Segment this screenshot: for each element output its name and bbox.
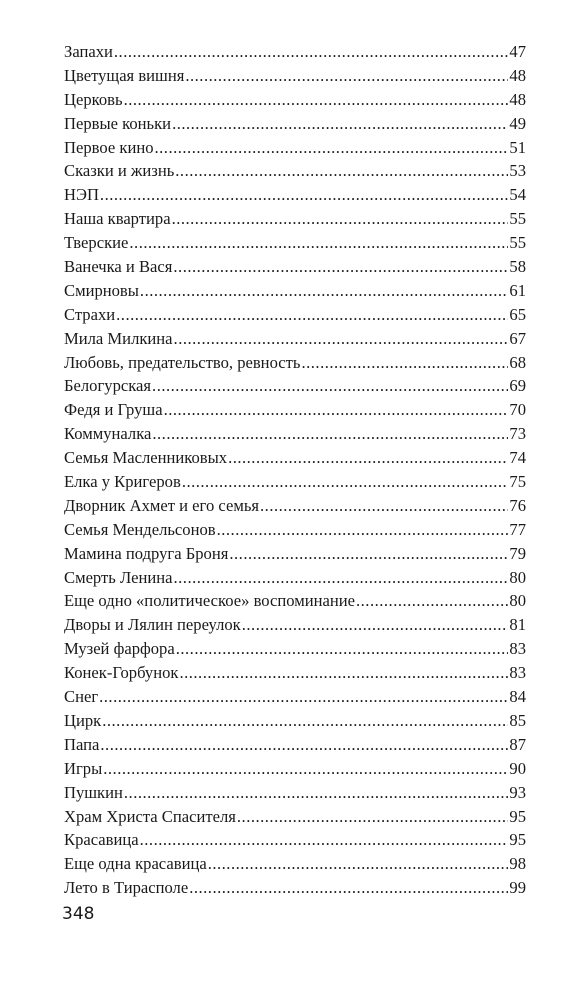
toc-entry-page: 79 bbox=[509, 543, 526, 563]
toc-entry-page: 55 bbox=[509, 209, 526, 229]
toc-entry-title: Тверские bbox=[64, 233, 129, 253]
toc-entry bbox=[64, 613, 526, 637]
toc-entry bbox=[64, 757, 526, 781]
dot-leader bbox=[124, 781, 509, 805]
dot-leader bbox=[100, 733, 508, 757]
toc-entry-page: 85 bbox=[509, 710, 526, 730]
toc-entry-title: Первые коньки bbox=[64, 113, 172, 133]
toc-entry-page: 80 bbox=[509, 591, 526, 611]
toc-entry bbox=[64, 494, 526, 518]
toc-entry-title: Первое кино bbox=[64, 137, 154, 157]
toc-entry bbox=[64, 303, 526, 327]
toc-entry-title: Цветущая вишня bbox=[64, 65, 185, 85]
dot-leader bbox=[155, 136, 509, 160]
toc-entry-page: 87 bbox=[509, 734, 526, 754]
dot-leader bbox=[164, 398, 509, 422]
toc-entry-title: Красавица bbox=[64, 830, 139, 850]
toc-entry-page: 55 bbox=[509, 233, 526, 253]
toc-entry bbox=[64, 207, 526, 231]
dot-leader bbox=[174, 327, 509, 351]
toc-entry-page: 98 bbox=[509, 854, 526, 874]
dot-leader bbox=[124, 88, 509, 112]
dot-leader bbox=[114, 40, 509, 64]
dot-leader bbox=[140, 828, 509, 852]
toc-entry-page: 81 bbox=[509, 615, 526, 635]
toc-entry bbox=[64, 781, 526, 805]
toc-entry-title: Елка у Кригеров bbox=[64, 472, 181, 492]
toc-entry-title: Запахи bbox=[64, 42, 113, 61]
toc-entry-title: Семья Мендельсонов bbox=[64, 519, 216, 539]
toc-entry bbox=[64, 709, 526, 733]
toc-entry-page: 93 bbox=[509, 782, 526, 802]
toc-entry bbox=[64, 589, 526, 613]
toc-entry-title: Папа bbox=[64, 734, 100, 754]
toc-entry-page: 49 bbox=[509, 113, 526, 133]
toc-entry bbox=[64, 685, 526, 709]
toc-entry-page: 83 bbox=[509, 639, 526, 659]
toc-entry-title: Семья Масленниковых bbox=[64, 448, 228, 468]
toc-entry-page: 76 bbox=[509, 495, 526, 515]
toc-entry-page: 84 bbox=[509, 687, 526, 707]
toc-entry-title: Любовь, предательство, ревность bbox=[64, 352, 301, 372]
toc-entry bbox=[64, 398, 526, 422]
toc-entry-page: 58 bbox=[509, 257, 526, 277]
toc-entry bbox=[64, 183, 526, 207]
toc-entry-page: 95 bbox=[509, 806, 526, 826]
toc-entry-page: 77 bbox=[509, 519, 526, 539]
dot-leader bbox=[172, 207, 509, 231]
toc-entry bbox=[64, 231, 526, 255]
dot-leader bbox=[100, 183, 508, 207]
toc-entry bbox=[64, 542, 526, 566]
toc-entry bbox=[64, 566, 526, 590]
dot-leader bbox=[189, 876, 508, 900]
toc-entry-title: Смирновы bbox=[64, 280, 139, 300]
toc-entry-page: 48 bbox=[509, 89, 526, 109]
dot-leader bbox=[356, 589, 508, 613]
toc-entry-page: 69 bbox=[509, 376, 526, 396]
toc-entry-title: Федя и Груша bbox=[64, 400, 163, 420]
toc-entry-title: Мила Милкина bbox=[64, 328, 173, 348]
dot-leader bbox=[103, 757, 508, 781]
toc-entry bbox=[64, 64, 526, 88]
toc-entry bbox=[64, 40, 526, 64]
dot-leader bbox=[102, 709, 508, 733]
toc-entry-title: Церковь bbox=[64, 89, 123, 109]
toc-entry-title: Смерть Ленина bbox=[64, 567, 173, 587]
dot-leader bbox=[228, 446, 508, 470]
toc-entry bbox=[64, 374, 526, 398]
toc-entry-page: 53 bbox=[509, 161, 526, 181]
toc-entry bbox=[64, 422, 526, 446]
toc-entry-title: Ванечка и Вася bbox=[64, 257, 173, 277]
toc-entry-title: Коммуналка bbox=[64, 424, 152, 444]
dot-leader bbox=[176, 637, 509, 661]
dot-leader bbox=[174, 566, 509, 590]
toc-entry bbox=[64, 470, 526, 494]
toc-entry bbox=[64, 518, 526, 542]
toc-entry bbox=[64, 661, 526, 685]
toc-entry-title: Музей фарфора bbox=[64, 639, 175, 659]
toc-entry-page: 70 bbox=[509, 400, 526, 420]
toc-entry-title: Снег bbox=[64, 687, 99, 707]
toc-entry bbox=[64, 852, 526, 876]
dot-leader bbox=[140, 279, 508, 303]
dot-leader bbox=[242, 613, 509, 637]
toc-entry bbox=[64, 446, 526, 470]
toc-entry-page: 47 bbox=[509, 42, 526, 61]
toc-entry-page: 90 bbox=[509, 758, 526, 778]
toc-entry bbox=[64, 159, 526, 183]
dot-leader bbox=[99, 685, 508, 709]
toc-entry-page: 95 bbox=[509, 830, 526, 850]
toc-entry-title: Еще одно «политическое» воспоминание bbox=[64, 591, 355, 611]
toc-entry-page: 51 bbox=[509, 137, 526, 157]
toc-entry-page: 75 bbox=[509, 472, 526, 492]
toc-entry bbox=[64, 805, 526, 829]
dot-leader bbox=[185, 64, 508, 88]
toc-entry-page: 83 bbox=[509, 663, 526, 683]
dot-leader bbox=[175, 159, 508, 183]
dot-leader bbox=[179, 661, 508, 685]
toc-entry-title: Сказки и жизнь bbox=[64, 161, 175, 181]
toc-entry-title: Страхи bbox=[64, 304, 116, 324]
toc-entry bbox=[64, 828, 526, 852]
table-of-contents bbox=[64, 40, 526, 900]
toc-entry bbox=[64, 876, 526, 900]
toc-entry-page: 61 bbox=[509, 280, 526, 300]
toc-entry-page: 67 bbox=[509, 328, 526, 348]
toc-entry-page: 68 bbox=[509, 352, 526, 372]
toc-entry-title: Наша квартира bbox=[64, 209, 171, 229]
toc-entry-page: 80 bbox=[509, 567, 526, 587]
toc-entry bbox=[64, 351, 526, 375]
toc-entry bbox=[64, 733, 526, 757]
dot-leader bbox=[237, 805, 509, 829]
toc-entry bbox=[64, 255, 526, 279]
toc-entry-page: 48 bbox=[509, 65, 526, 85]
toc-entry-title: Храм Христа Спасителя bbox=[64, 806, 236, 826]
toc-entry bbox=[64, 279, 526, 303]
toc-entry-page: 73 bbox=[509, 424, 526, 444]
dot-leader bbox=[229, 542, 508, 566]
toc-entry-title: Еще одна красавица bbox=[64, 854, 207, 874]
toc-entry-title: Дворы и Лялин переулок bbox=[64, 615, 241, 635]
page-number: 348 bbox=[62, 904, 95, 924]
toc-entry bbox=[64, 327, 526, 351]
dot-leader bbox=[217, 518, 509, 542]
dot-leader bbox=[182, 470, 509, 494]
toc-entry-title: НЭП bbox=[64, 185, 99, 205]
toc-entry-title: Конек-Горбунок bbox=[64, 663, 179, 683]
toc-entry bbox=[64, 112, 526, 136]
toc-entry-title: Лето в Тирасполе bbox=[64, 878, 189, 898]
toc-entry-title: Цирк bbox=[64, 710, 102, 730]
toc-entry-title: Игры bbox=[64, 758, 103, 778]
toc-entry-title: Мамина подруга Броня bbox=[64, 543, 229, 563]
toc-entry-title: Белогурская bbox=[64, 376, 152, 396]
toc-entry bbox=[64, 136, 526, 160]
toc-entry-page: 99 bbox=[509, 878, 526, 898]
toc-entry bbox=[64, 637, 526, 661]
toc-entry-page: 54 bbox=[509, 185, 526, 205]
dot-leader bbox=[260, 494, 508, 518]
dot-leader bbox=[152, 422, 508, 446]
dot-leader bbox=[116, 303, 508, 327]
toc-entry-page: 65 bbox=[509, 304, 526, 324]
toc-entry-page: 74 bbox=[509, 448, 526, 468]
dot-leader bbox=[301, 351, 508, 375]
dot-leader bbox=[208, 852, 509, 876]
toc-entry-title: Дворник Ахмет и его семья bbox=[64, 495, 260, 515]
dot-leader bbox=[172, 112, 508, 136]
dot-leader bbox=[173, 255, 508, 279]
toc-entry bbox=[64, 88, 526, 112]
dot-leader bbox=[152, 374, 508, 398]
toc-entry-title: Пушкин bbox=[64, 782, 123, 802]
dot-leader bbox=[129, 231, 508, 255]
